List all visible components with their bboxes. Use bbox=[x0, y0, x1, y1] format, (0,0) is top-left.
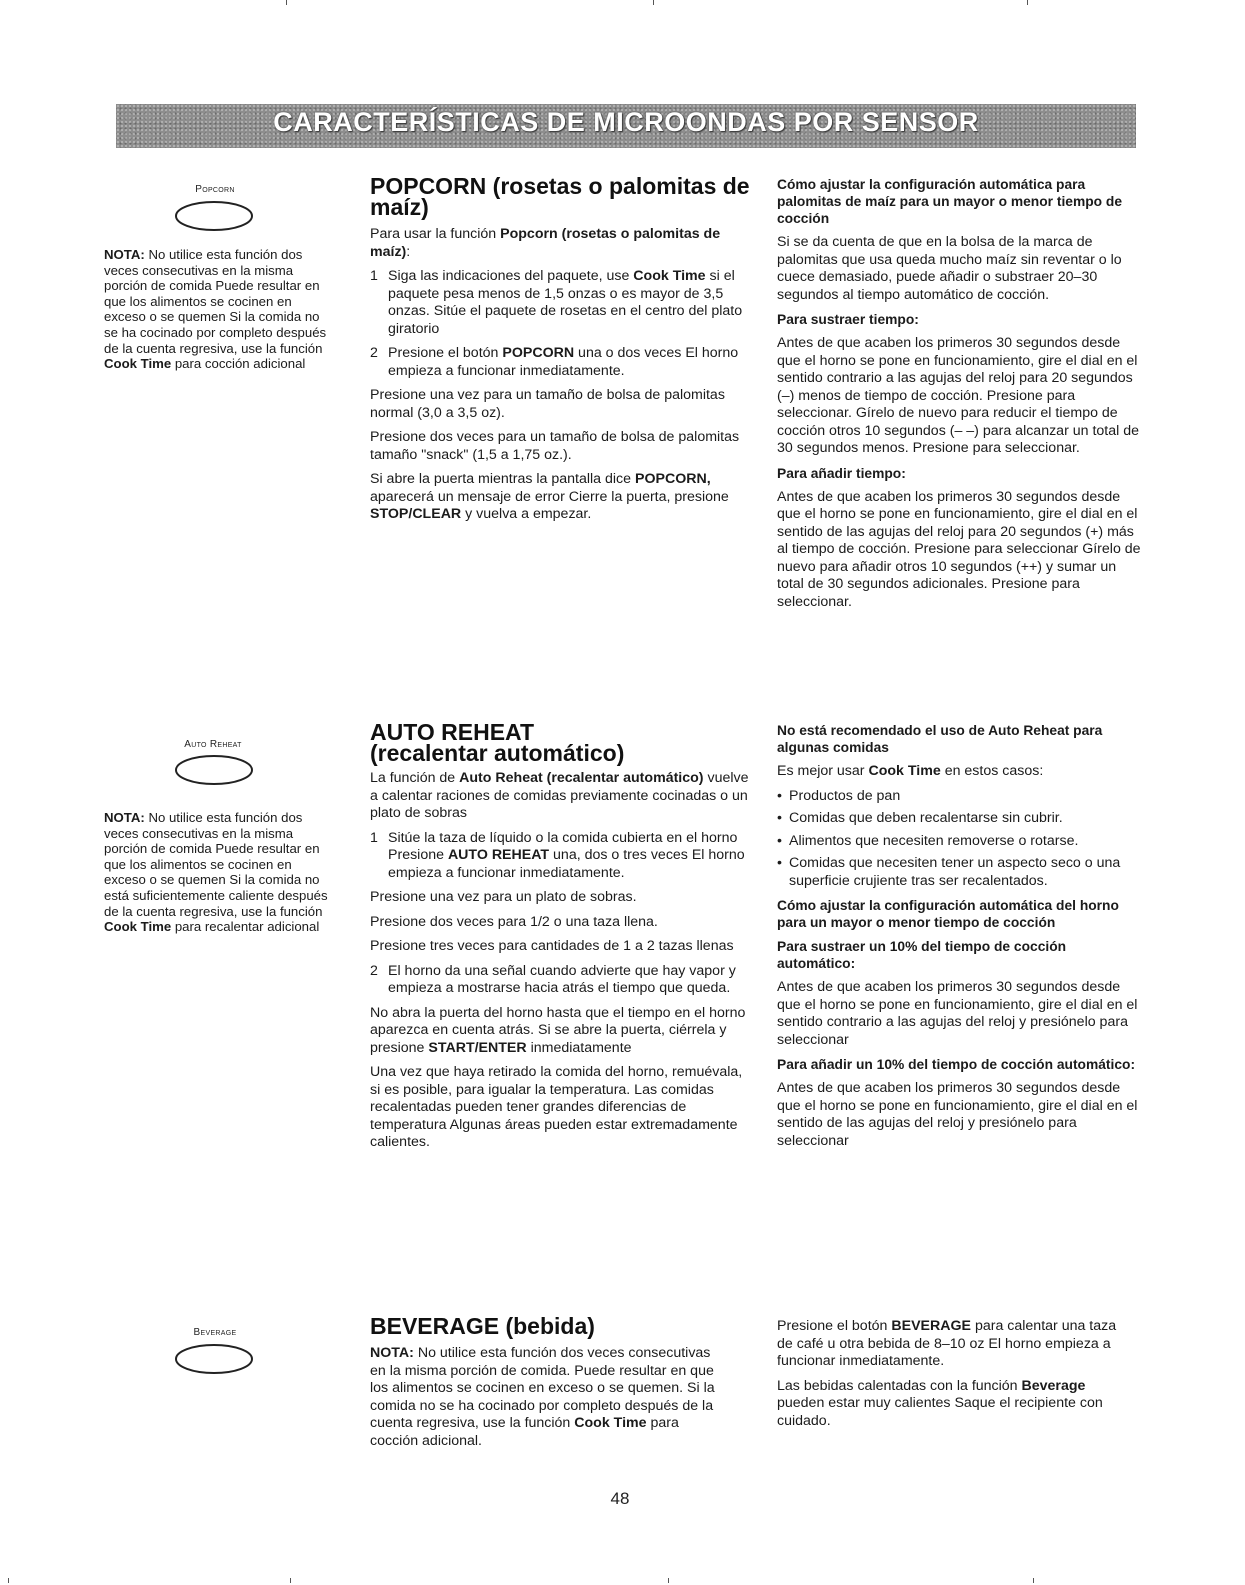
auto-reheat-add-heading: Para añadir un 10% del tiempo de cocción automático: bbox=[777, 1057, 1136, 1072]
bullet-icon: • bbox=[777, 787, 782, 804]
beverage-button-label: Beverage bbox=[193, 1327, 237, 1338]
list-item: • Comidas que deben recalentarse sin cubrir. bbox=[777, 810, 1063, 826]
list-item: • Comidas que necesiten tener un aspecto seco o una superficie crujiente tras ser recalentados. bbox=[777, 855, 1121, 889]
bullet-icon: • bbox=[777, 855, 782, 871]
popcorn-step-2 bbox=[370, 345, 750, 380]
scan-mark bbox=[290, 1578, 291, 1583]
auto-reheat-right-column bbox=[777, 722, 1143, 1157]
auto-reheat-adjust-heading: Cómo ajustar la configuración automática del horno para un mayor o menor tiempo de cocción bbox=[777, 898, 1119, 930]
popcorn-note: NOTA: No utilice esta función dos veces consecutivas en la misma porción de comida Puede resultar en que los alimentos se cocinen en exceso o se quemen Si la comida no se ha cocinado por completo después de la cuenta regresiva, use la función Cook Time para cocción adicional bbox=[104, 247, 327, 372]
popcorn-para: Presione una vez para un tamaño de bolsa de palomitas normal (3,0 a 3,5 oz). bbox=[370, 387, 725, 421]
auto-reheat-step-2 bbox=[370, 963, 750, 998]
auto-reheat-para: Presione una vez para un plato de sobras. bbox=[370, 889, 637, 905]
beverage-button-icon bbox=[173, 1340, 255, 1378]
bullet-icon: • bbox=[777, 810, 782, 826]
popcorn-para: Si abre la puerta mientras la pantalla dice POPCORN, aparecerá un mensaje de error Cierre la puerta, presione STOP/CLEAR y vuelva a empezar. bbox=[370, 471, 729, 522]
popcorn-right-column bbox=[777, 176, 1143, 618]
step-number: 1 bbox=[370, 829, 378, 846]
scan-mark bbox=[668, 1578, 669, 1583]
auto-reheat-cook-time-text: Es mejor usar Cook Time en estos casos: bbox=[777, 763, 1044, 779]
step-text: Sitúe la taza de líquido o la comida cubierta en el horno Presione AUTO REHEAT una, dos o tres veces El horno empieza a funcionar inmediatamente. bbox=[388, 829, 745, 881]
popcorn-intro: Para usar la función Popcorn (rosetas o palomitas de maíz): bbox=[370, 226, 721, 260]
bullet-icon: • bbox=[777, 832, 782, 849]
auto-reheat-center-column bbox=[370, 719, 750, 1159]
step-text: Siga las indicaciones del paquete, use Cook Time si el paquete pesa menos de 1,5 onzas o es mayor de 3,5 onzas. Sitúe el paquete de rosetas en el centro del plato giratorio bbox=[388, 268, 743, 337]
scan-mark bbox=[1027, 0, 1028, 5]
popcorn-subtract-text: Antes de que acaben los primeros 30 segundos desde que el horno se pone en funcionamiento, gire el dial en el sentido contrario a las agujas del reloj para 20 segundos (–) menos de tiempo de cocción. Presione para seleccionar. Gírelo de nuevo para reducir el tiempo de cocción otros 10 segundos (– –) para alcanzar un total de 30 segundos menos. Presione para seleccionar. bbox=[777, 335, 1140, 456]
popcorn-add-heading: Para añadir tiempo: bbox=[777, 465, 906, 481]
auto-reheat-para: Presione dos veces para 1/2 o una taza llena. bbox=[370, 913, 658, 930]
popcorn-center-column bbox=[370, 173, 750, 531]
beverage-warning: Las bebidas calentadas con la función Beverage pueden estar muy calientes Saque el recipiente con cuidado. bbox=[777, 1377, 1103, 1429]
auto-reheat-step-1 bbox=[370, 830, 750, 883]
auto-reheat-button-icon bbox=[173, 751, 255, 789]
auto-reheat-subtract-text: Antes de que acaben los primeros 30 segundos desde que el horno se pone en funcionamiento, gire el dial en el sentido contrario a las agujas del reloj y presiónelo para seleccionar bbox=[777, 979, 1138, 1048]
auto-reheat-button-label: Auto Reheat bbox=[184, 739, 242, 750]
auto-reheat-add-text: Antes de que acaben los primeros 30 segundos desde que el horno se pone en funcionamiento, gire el dial en el sentido de las agujas del reloj y presiónelo para seleccionar bbox=[777, 1080, 1138, 1149]
step-number: 2 bbox=[370, 345, 378, 361]
popcorn-add-text: Antes de que acaben los primeros 30 segundos desde que el horno se pone en funcionamiento, gire el dial en el sentido de las agujas del reloj para 20 segundos (+) más al tiempo de cocción. Presione para seleccionar Gírelo de nuevo para añadir otros 10 segundos (++) y sumar un total de 30 segundos adicionales. Presione para seleccionar. bbox=[777, 488, 1141, 610]
step-number: 1 bbox=[370, 268, 378, 284]
auto-reheat-para: No abra la puerta del horno hasta que el tiempo en el horno aparezca en cuenta atrás. Si se abre la puerta, ciérrela y presione START/ENTER inmediatamente bbox=[370, 1004, 746, 1056]
popcorn-button-icon bbox=[173, 197, 255, 235]
popcorn-step-1 bbox=[370, 268, 750, 338]
popcorn-button-label: Popcorn bbox=[195, 184, 235, 195]
beverage-center-column bbox=[370, 1313, 730, 1457]
section-banner bbox=[116, 104, 1136, 148]
scan-mark bbox=[1033, 1578, 1034, 1583]
scan-mark bbox=[286, 0, 287, 5]
scan-mark bbox=[653, 0, 654, 5]
auto-reheat-title-line-2: (recalentar automático) bbox=[370, 740, 625, 766]
auto-reheat-title-line-1: AUTO REHEAT bbox=[370, 719, 534, 745]
auto-reheat-not-recommended-heading: No está recomendado el uso de Auto Reheat para algunas comidas bbox=[777, 723, 1103, 755]
auto-reheat-title bbox=[370, 719, 750, 766]
beverage-note: NOTA: No utilice esta función dos veces consecutivas en la misma porción de comida. Puede resultar en que los alimentos se cocinen en exceso o se quemen. Si la comida no se ha cocinado por completo después de la cuenta regresiva, use la función Cook Time para cocción adicional. bbox=[370, 1345, 715, 1449]
beverage-right-column bbox=[777, 1318, 1132, 1437]
auto-reheat-note: NOTA: No utilice esta función dos veces consecutivas en la misma porción de comida Puede resultar en que los alimentos se cocinen en exceso o se quemen Si la comida no está suficientemente caliente después de la cuenta regresiva, use la función Cook Time para recalentar adicional bbox=[104, 810, 328, 935]
auto-reheat-para: Presione tres veces para cantidades de 1 a 2 tazas llenas bbox=[370, 938, 734, 954]
step-text: Presione el botón POPCORN una o dos veces El horno empieza a funcionar inmediatamente. bbox=[388, 345, 739, 379]
beverage-instructions: Presione el botón BEVERAGE para calentar una taza de café u otra bebida de 8–10 oz El horno empieza a funcionar inmediatamente. bbox=[777, 1318, 1117, 1369]
popcorn-subtract-heading: Para sustraer tiempo: bbox=[777, 312, 919, 327]
list-item: • Productos de pan bbox=[777, 787, 901, 804]
step-text: El horno da una señal cuando advierte que hay vapor y empieza a mostrarse hacia atrás el tiempo que queda. bbox=[388, 962, 736, 996]
popcorn-title: POPCORN (rosetas o palomitas de maíz) bbox=[370, 173, 750, 220]
popcorn-adjust-text: Si se da cuenta de que en la bolsa de la marca de palomitas que usa queda mucho maíz sin reventar o lo cuece demasiado, puede añadir o substraer 20–30 segundos al tiempo automático de cocción. bbox=[777, 234, 1122, 303]
auto-reheat-intro: La función de Auto Reheat (recalentar automático) vuelve a calentar raciones de comidas previamente cocinadas o un plato de sobras bbox=[370, 770, 749, 821]
list-item: • Alimentos que necesiten removerse o rotarse. bbox=[777, 832, 1079, 849]
banner-title: CARACTERÍSTICAS DE MICROONDAS POR SENSOR bbox=[273, 107, 979, 137]
popcorn-adjust-heading: Cómo ajustar la configuración automática para palomitas de maíz para un mayor o menor tiempo de cocción bbox=[777, 177, 1123, 226]
page-number: 48 bbox=[610, 1489, 630, 1508]
auto-reheat-subtract-heading: Para sustraer un 10% del tiempo de cocción automático: bbox=[777, 939, 1067, 971]
popcorn-para: Presione dos veces para un tamaño de bolsa de palomitas tamaño "snack" (1,5 a 1,75 oz.). bbox=[370, 429, 740, 463]
scan-mark bbox=[8, 1578, 9, 1583]
beverage-title: BEVERAGE (bebida) bbox=[370, 1313, 595, 1339]
auto-reheat-para: Una vez que haya retirado la comida del horno, remuévala, si es posible, para igualar la temperatura. Las comidas recalentadas pueden tener grandes diferencias de temperatura Algunas áreas pueden estar extremadamente calientes. bbox=[370, 1064, 743, 1150]
step-number: 2 bbox=[370, 962, 378, 979]
